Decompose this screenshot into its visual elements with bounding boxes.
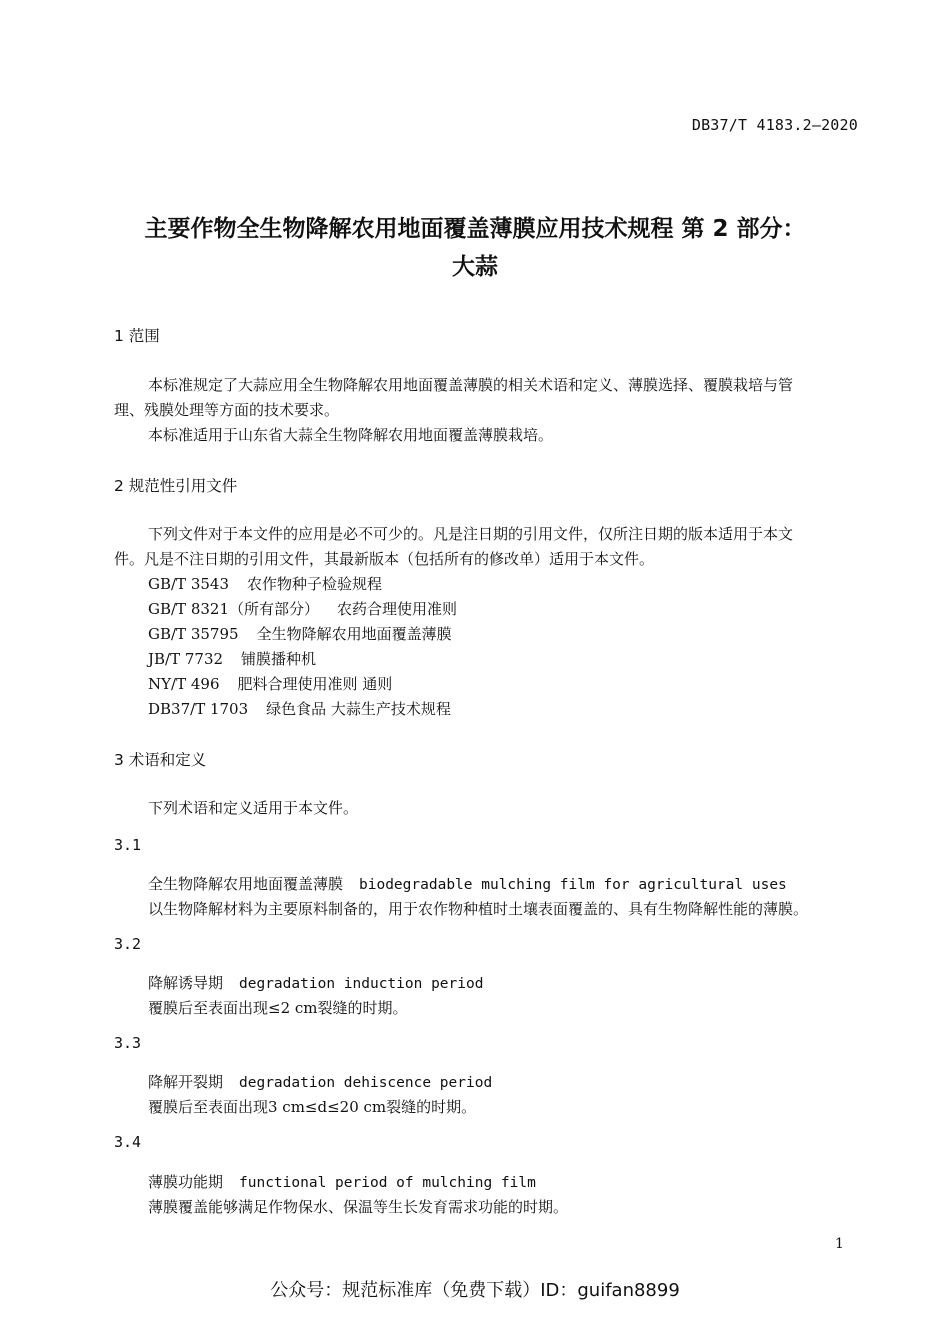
scope-paragraph-2: 本标准适用于山东省大蒜全生物降解农用地面覆盖薄膜栽培。 [148,426,554,444]
page-number: 1 [835,1236,844,1252]
term-english: functional period of mulching film [239,1175,536,1191]
reference-name: 铺膜播种机 [241,650,317,668]
reference-code: NY/T 496 [148,675,220,693]
section-heading-scope: 1 范围 [114,327,160,345]
term-number: 3.3 [114,1034,142,1052]
reference-item [148,573,382,594]
section-heading-terms: 3 术语和定义 [114,751,207,769]
term-number: 3.2 [114,935,142,953]
refs-paragraph-line1: 下列文件对于本文件的应用是必不可少的。凡是注日期的引用文件，仅所注日期的版本适用于本文 [148,525,794,543]
reference-code: GB/T 35795 [148,625,239,643]
reference-name: 肥料合理使用准则 通则 [237,675,393,693]
page-title-line1: 主要作物全生物降解农用地面覆盖薄膜应用技术规程 第 2 部分： [144,216,806,242]
reference-item [148,698,451,719]
document-code: DB37/T 4183.2—2020 [691,116,858,134]
term-english: biodegradable mulching film for agricultural uses [359,877,787,893]
reference-code: GB/T 3543 [148,575,230,593]
reference-code: GB/T 8321（所有部分） [148,600,320,618]
reference-code: JB/T 7732 [148,650,224,668]
term-english: degradation dehiscence period [239,1075,493,1091]
term-definition: 薄膜覆盖能够满足作物保水、保温等生长发育需求功能的时期。 [148,1198,569,1216]
reference-item [148,623,452,644]
term-chinese: 全生物降解农用地面覆盖薄膜 [148,875,344,893]
term-english: degradation induction period [239,976,484,992]
reference-item [148,598,457,619]
reference-item [148,648,316,669]
term-chinese: 降解诱导期 [148,974,224,992]
footer-watermark-text: 公众号：规范标准库（免费下载）ID：guifan8899 [270,1280,680,1301]
term-definition: 覆膜后至表面出现≤2 cm裂缝的时期。 [148,999,408,1017]
term-number: 3.4 [114,1133,142,1151]
scope-paragraph-line2: 理、残膜处理等方面的技术要求。 [114,401,340,419]
term-title [148,1171,536,1192]
reference-name: 绿色食品 大蒜生产技术规程 [266,700,451,718]
scope-paragraph-line1: 本标准规定了大蒜应用全生物降解农用地面覆盖薄膜的相关术语和定义、薄膜选择、覆膜栽培与管 [148,376,794,394]
term-number: 3.1 [114,836,142,854]
reference-name: 农药合理使用准则 [337,600,458,618]
section-heading-normative-refs: 2 规范性引用文件 [114,477,238,495]
refs-paragraph-line2: 件。凡是不注日期的引用文件，其最新版本（包括所有的修改单）适用于本文件。 [114,550,655,568]
term-title [148,1071,492,1092]
term-definition: 以生物降解材料为主要原料制备的，用于农作物种植时土壤表面覆盖的、具有生物降解性能的薄膜。 [148,900,809,918]
reference-name: 农作物种子检验规程 [247,575,383,593]
page-title-line2: 大蒜 [452,254,498,280]
reference-name: 全生物降解农用地面覆盖薄膜 [256,625,452,643]
terms-intro: 下列术语和定义适用于本文件。 [148,799,359,817]
term-chinese: 薄膜功能期 [148,1173,224,1191]
term-title [148,972,483,993]
term-title [148,873,787,894]
reference-item [148,673,392,694]
reference-code: DB37/T 1703 [148,700,249,718]
term-definition: 覆膜后至表面出现3 cm≤d≤20 cm裂缝的时期。 [148,1098,477,1116]
term-chinese: 降解开裂期 [148,1073,224,1091]
